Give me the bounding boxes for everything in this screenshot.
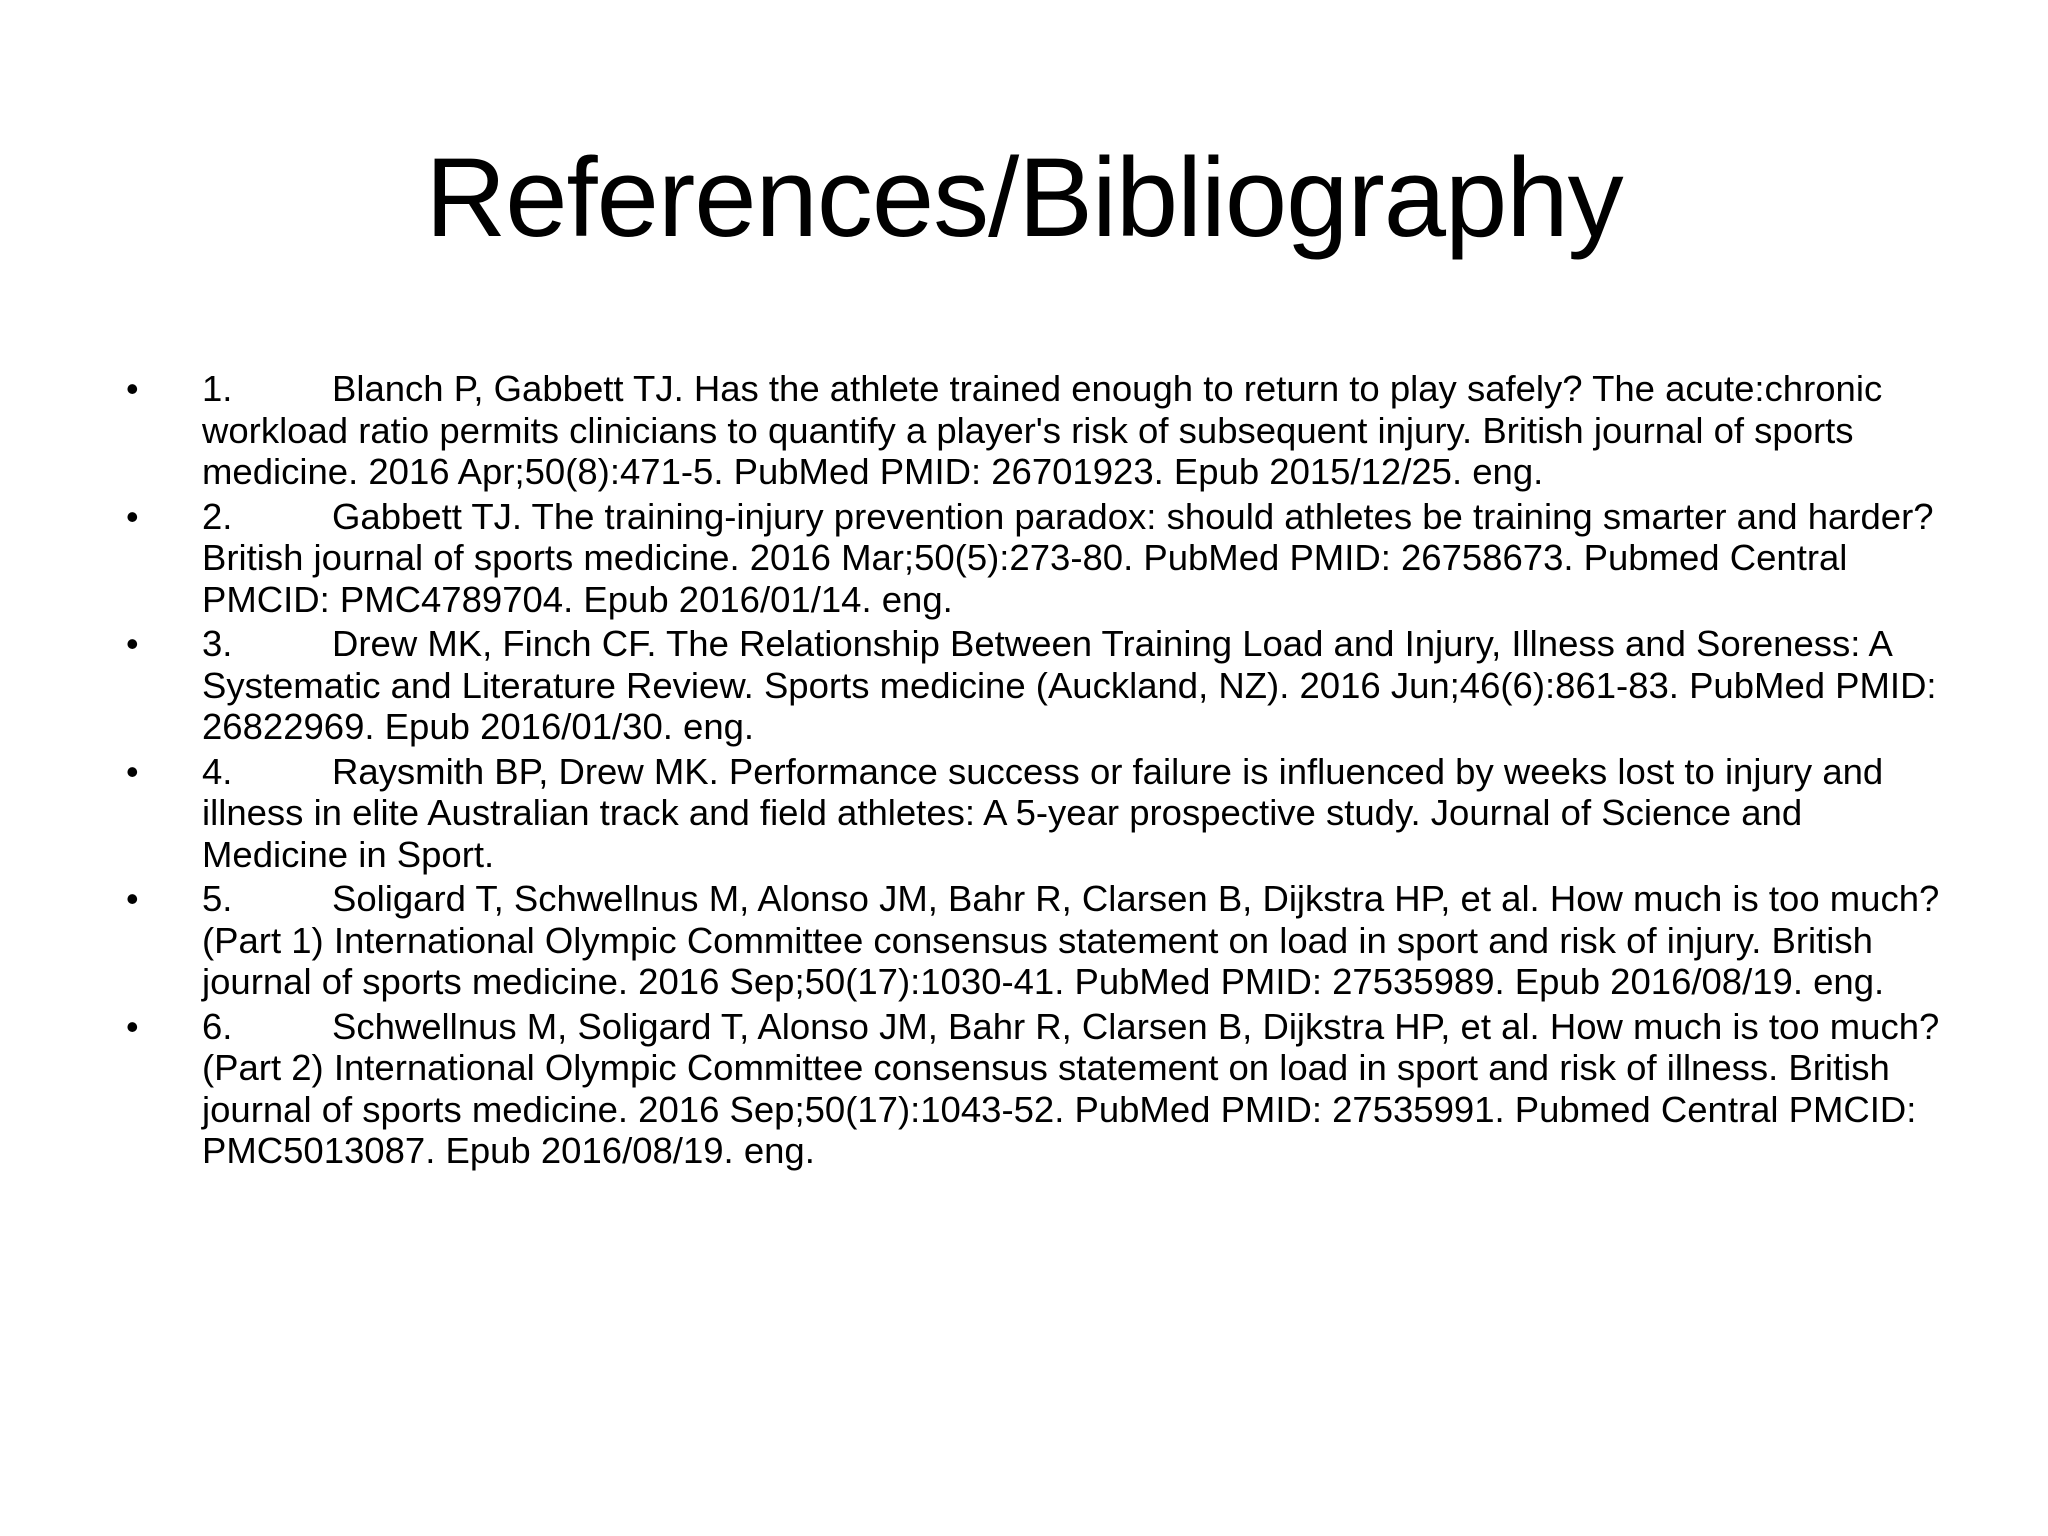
reference-text: Gabbett TJ. The training-injury prevention paradox: should athletes be training smarter and harder? British journal of sports medicine. 2016 Mar;50(5):273-80. PubMed PMID: 26758673. Pubmed Central PMCID: PMC4789704. Epub 2016/01/14. eng. xyxy=(202,495,1934,620)
reference-item xyxy=(118,368,1958,493)
reference-text: Raysmith BP, Drew MK. Performance success or failure is influenced by weeks lost to injury and illness in elite Australian track and field athletes: A 5-year prospective study. Journal of Science and Medicine in Sport. xyxy=(202,750,1884,875)
reference-item xyxy=(118,751,1958,876)
bullet-icon: • xyxy=(126,1005,139,1047)
reference-number: 4. xyxy=(202,750,233,792)
reference-item xyxy=(118,496,1958,621)
bullet-icon: • xyxy=(126,368,139,409)
reference-text: Drew MK, Finch CF. The Relationship Between Training Load and Injury, Illness and Soreness: A Systematic and Literature Review. Sports medicine (Auckland, NZ). 2016 Jun;46(6):861-83. PubMed PMID: 26822969. Epub 2016/01/30. eng. xyxy=(202,623,1937,747)
reference-number: 1. xyxy=(202,368,233,409)
reference-item xyxy=(118,623,1958,748)
bullet-icon: • xyxy=(126,623,139,664)
reference-item xyxy=(118,1006,1958,1172)
reference-number: 6. xyxy=(202,1005,233,1047)
reference-text: Soligard T, Schwellnus M, Alonso JM, Bahr R, Clarsen B, Dijkstra HP, et al. How much is too much? (Part 1) International Olympic Committee consensus statement on load in sport and risk of injury. British journal of sports medicine. 2016 Sep;50(17):1030-41. PubMed PMID: 27535989. Epub 2016/08/19. eng. xyxy=(202,878,1940,1002)
bullet-icon: • xyxy=(126,750,139,792)
bullet-icon: • xyxy=(126,495,139,537)
reference-number: 5. xyxy=(202,878,233,919)
reference-number: 2. xyxy=(202,495,233,537)
reference-number: 3. xyxy=(202,623,233,664)
slide-title: References/Bibliography xyxy=(425,135,1623,260)
reference-text: Blanch P, Gabbett TJ. Has the athlete trained enough to return to play safely? The acute:chronic workload ratio permits clinicians to quantify a player's risk of subsequent injury. British journal of sports medicine. 2016 Apr;50(8):471-5. PubMed PMID: 26701923. Epub 2015/12/25. eng. xyxy=(202,368,1883,492)
reference-text: Schwellnus M, Soligard T, Alonso JM, Bahr R, Clarsen B, Dijkstra HP, et al. How much is too much? (Part 2) International Olympic Committee consensus statement on load in sport and risk of illness. British journal of sports medicine. 2016 Sep;50(17):1043-52. PubMed PMID: 27535991. Pubmed Central PMCID: PMC5013087. Epub 2016/08/19. eng. xyxy=(202,1005,1940,1171)
reference-list xyxy=(118,368,1958,1175)
bullet-icon: • xyxy=(126,878,139,919)
reference-item xyxy=(118,878,1958,1003)
